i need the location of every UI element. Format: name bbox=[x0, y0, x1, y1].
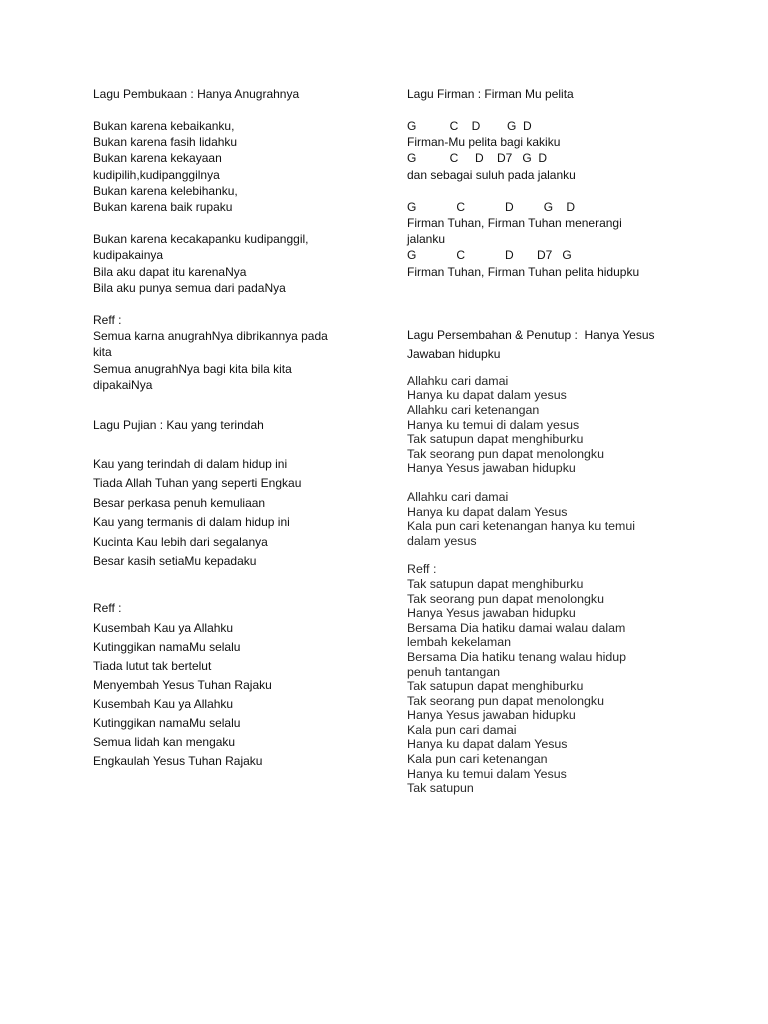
lyric-line: jalanku bbox=[407, 232, 446, 247]
lyric-line: Bersama Dia hatiku tenang walau hidup bbox=[407, 649, 627, 664]
lyric-line: Kala pun cari ketenangan hanya ku temui bbox=[407, 519, 636, 534]
lyric-line: Semua lidah kan mengaku bbox=[93, 735, 236, 750]
firman-block-1 bbox=[407, 118, 667, 183]
lyric-line: Bersama Dia hatiku damai walau dalam bbox=[407, 620, 626, 635]
lyric-line: Tak satupun bbox=[407, 781, 474, 796]
persembahan-verse1 bbox=[407, 374, 667, 476]
lyric-line: Hanya ku temui dalam Yesus bbox=[407, 766, 567, 781]
lyric-line: kita bbox=[93, 345, 112, 360]
lyric-line: Bila aku punya semua dari padaNya bbox=[93, 280, 286, 295]
pujian-reff bbox=[93, 599, 373, 771]
lyric-line: Allahku cari ketenangan bbox=[407, 403, 540, 418]
reff-label: Reff : bbox=[93, 313, 122, 328]
lyric-line: Engkaulah Yesus Tuhan Rajaku bbox=[93, 754, 263, 769]
persembahan-verse2 bbox=[407, 490, 667, 548]
pujian-verse bbox=[93, 455, 373, 571]
lyric-line: Kau yang terindah di dalam hidup ini bbox=[93, 457, 288, 472]
lyric-line: Tak seorang pun dapat menolongku bbox=[407, 693, 605, 708]
lyric-line: Allahku cari damai bbox=[407, 373, 509, 388]
lyric-line: kudipakainya bbox=[93, 248, 164, 263]
lyric-line: penuh tantangan bbox=[407, 664, 501, 679]
pembukaan-verse1 bbox=[93, 118, 373, 215]
chord-line: G C D G D bbox=[407, 119, 532, 133]
lyric-line: Tak seorang pun dapat menolongku bbox=[407, 446, 605, 461]
lyric-line: dalam yesus bbox=[407, 533, 477, 548]
lyric-line: Tiada Allah Tuhan yang seperti Engkau bbox=[93, 476, 302, 491]
lyric-line: Bukan karena fasih lidahku bbox=[93, 135, 238, 150]
lyric-line: Hanya ku dapat dalam Yesus bbox=[407, 737, 568, 752]
pembukaan-reff bbox=[93, 312, 373, 393]
reff-label: Reff : bbox=[93, 601, 122, 616]
pembukaan-verse2 bbox=[93, 231, 373, 296]
lyric-line: Tak satupun dapat menghiburku bbox=[407, 576, 584, 591]
lyric-line: lembah kekelaman bbox=[407, 635, 512, 650]
lyric-line: Hanya Yesus jawaban hidupku bbox=[407, 708, 576, 723]
pembukaan-title: Lagu Pembukaan : Hanya Anugrahnya bbox=[93, 87, 300, 101]
chord-line: G C D D7 G D bbox=[407, 151, 548, 166]
lyric-line: Kala pun cari damai bbox=[407, 722, 517, 737]
reff-label: Reff : bbox=[407, 562, 437, 577]
lyric-line: Firman-Mu pelita bagi kakiku bbox=[407, 135, 561, 150]
chord-line: G C D D7 G bbox=[407, 248, 572, 263]
lyric-line: Tak satupun dapat menghiburku bbox=[407, 679, 584, 694]
right-column bbox=[407, 86, 667, 796]
lyric-line: Hanya ku dapat dalam yesus bbox=[407, 388, 567, 403]
lyric-line: Kau yang termanis di dalam hidup ini bbox=[93, 515, 290, 530]
lyric-line: dan sebagai suluh pada jalanku bbox=[407, 167, 576, 182]
lyric-line: kudipilih,kudipanggilnya bbox=[93, 167, 220, 182]
lyric-line: Tak seorang pun dapat menolongku bbox=[407, 591, 605, 606]
lyric-line: dipakaiNya bbox=[93, 377, 153, 392]
persembahan-reff bbox=[407, 562, 667, 796]
lyric-line: Semua anugrahNya bagi kita bila kita bbox=[93, 361, 292, 376]
lyric-line: Tiada lutut tak bertelut bbox=[93, 658, 212, 673]
persembahan-title-line: Lagu Persembahan & Penutup : Hanya Yesus bbox=[407, 327, 655, 342]
persembahan-title-line: Jawaban hidupku bbox=[407, 346, 501, 361]
lyric-line: Hanya ku temui di dalam yesus bbox=[407, 417, 580, 432]
pujian-title: Lagu Pujian : Kau yang terindah bbox=[93, 418, 264, 433]
lyric-line: Kutinggikan namaMu selalu bbox=[93, 639, 241, 654]
firman-block-2 bbox=[407, 199, 667, 280]
lyric-line: Hanya ku dapat dalam Yesus bbox=[407, 504, 568, 519]
lyric-line: Menyembah Yesus Tuhan Rajaku bbox=[93, 677, 272, 692]
chord-line: G C D G D bbox=[407, 199, 576, 214]
lyric-line: Kutinggikan namaMu selalu bbox=[93, 716, 241, 731]
lyric-line: Kusembah Kau ya Allahku bbox=[93, 620, 234, 635]
lyric-line: Bukan karena kebaikanku, bbox=[93, 119, 235, 133]
lyric-line: Firman Tuhan, Firman Tuhan menerangi bbox=[407, 216, 622, 231]
lyric-line: Kusembah Kau ya Allahku bbox=[93, 696, 234, 711]
lyric-line: Semua karna anugrahNya dibrikannya pada bbox=[93, 329, 328, 344]
lyric-line: Besar kasih setiaMu kepadaku bbox=[93, 554, 257, 569]
lyric-line: Kala pun cari ketenangan bbox=[407, 752, 548, 767]
lyric-line: Bukan karena kecakapanku kudipanggil, bbox=[93, 232, 309, 247]
left-column bbox=[93, 86, 373, 771]
lyric-line: Allahku cari damai bbox=[407, 489, 509, 504]
lyric-line: Kucinta Kau lebih dari segalanya bbox=[93, 534, 268, 549]
lyric-line: Besar perkasa penuh kemuliaan bbox=[93, 495, 266, 510]
lyric-line: Bukan karena kelebihanku, bbox=[93, 183, 238, 198]
persembahan-title bbox=[407, 326, 667, 364]
lyric-line: Hanya Yesus jawaban hidupku bbox=[407, 606, 576, 621]
lyric-line: Firman Tuhan, Firman Tuhan pelita hidupku bbox=[407, 264, 640, 279]
firman-title: Lagu Firman : Firman Mu pelita bbox=[407, 87, 574, 101]
lyric-line: Bukan karena baik rupaku bbox=[93, 200, 233, 215]
lyric-line: Hanya Yesus jawaban hidupku bbox=[407, 461, 576, 476]
lyric-line: Tak satupun dapat menghiburku bbox=[407, 432, 584, 447]
lyric-line: Bila aku dapat itu karenaNya bbox=[93, 264, 247, 279]
lyric-line: Bukan karena kekayaan bbox=[93, 151, 222, 166]
